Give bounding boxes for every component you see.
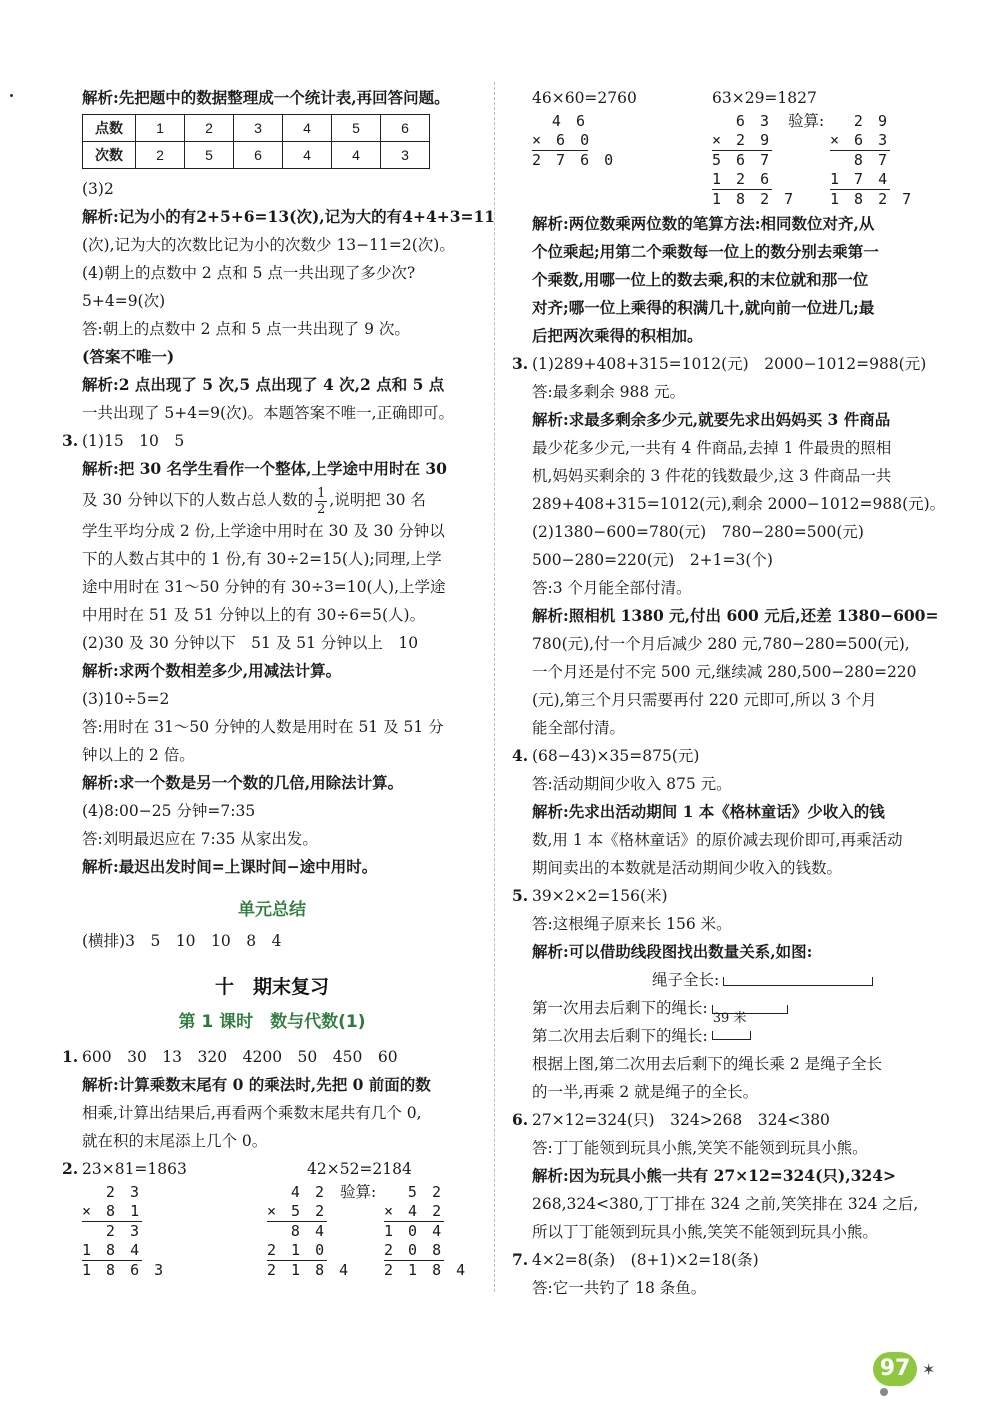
text-line: 根据上图,第二次用去后剩下的绳长乘 2 是绳子全长 [532, 1055, 883, 1073]
text-line: 钟以上的 2 倍。 [82, 746, 195, 764]
text-line: 一个月还是付不完 500 元,继续减 280,500−280=220 [532, 663, 917, 681]
calc-row: × 6 3 [830, 131, 891, 149]
unit-summary-heading: 单元总结 [238, 900, 306, 920]
analysis-line: 解析:因为玩具小熊一共有 27×12=324(只),324> [532, 1166, 896, 1185]
vertical-calc [830, 112, 915, 209]
question-number: 3. [62, 431, 79, 450]
rope-second-remaining-segment [712, 1010, 751, 1040]
text-line: (横排)3 5 10 10 8 4 [82, 932, 282, 950]
table-cell: 3 [234, 115, 283, 142]
text-line: (4)8:00−25 分钟=7:35 [82, 802, 256, 820]
text-line: 相乘,计算出结果后,再看两个乘数末尾共有几个 0, [82, 1104, 422, 1122]
text-line: 答:用时在 31～50 分钟的人数是用时在 51 及 51 分 [82, 718, 444, 736]
text-line: 个位乘起;用第二个乘数每一位上的数分别去乘第一 [532, 242, 879, 261]
text-line: (次),记为大的次数比记为小的次数少 13−11=2(次)。 [82, 236, 455, 254]
vertical-calc [82, 1183, 167, 1280]
text-segment: 及 30 分钟以下的人数占总人数的 [82, 491, 314, 509]
calc-row: × 6 0 [532, 131, 593, 149]
table-row [83, 115, 430, 142]
text-line [62, 483, 482, 517]
analysis-line: 解析:求最多剩余多少元,就要先求出妈妈买 3 件商品 [532, 410, 891, 429]
calc-row: 2 9 [853, 112, 890, 130]
text-line [512, 84, 924, 112]
calc-row: 1 8 2 7 [830, 190, 915, 208]
analysis-line: 解析:最迟出发时间=上课时间−途中用时。 [82, 857, 378, 876]
column-divider [494, 82, 495, 1292]
calc-row: 2 1 8 4 [267, 1261, 352, 1279]
question-number: 3. [512, 354, 529, 373]
text-line: 答:丁丁能领到玩具小熊,笑笑不能领到玩具小熊。 [532, 1139, 868, 1157]
table-cell: 2 [185, 115, 234, 142]
fraction-denominator: 2 [317, 501, 326, 517]
text-line: (3)10÷5=2 [82, 690, 170, 708]
text-line: 42×52=2184 [307, 1160, 412, 1178]
segment-label: 绳子全长: [652, 971, 720, 989]
calc-row: 1 8 4 [82, 1241, 143, 1259]
calc-row: 2 0 8 [384, 1241, 445, 1259]
text-line: 的一半,再乘 2 就是绳子的全长。 [532, 1083, 759, 1101]
text-line: 答:活动期间少收入 875 元。 [532, 775, 732, 793]
analysis-line: 解析:求两个数相差多少,用减法计算。 [82, 661, 342, 680]
analysis-line: 解析:可以借助线段图找出数量关系,如图: [532, 942, 813, 961]
calc-row: × 4 2 [384, 1202, 445, 1220]
text-line: 所以丁丁能领到玩具小熊,笑笑不能领到玩具小熊。 [532, 1223, 878, 1241]
table-cell: 5 [185, 142, 234, 169]
analysis-line: 解析:2 点出现了 5 次,5 点出现了 4 次,2 点和 5 点 [82, 375, 445, 394]
vertical-calc [384, 1183, 469, 1280]
analysis-line: 解析:求一个数是另一个数的几倍,用除法计算。 [82, 773, 404, 792]
answer-line: (3)2 [82, 180, 114, 198]
text-line: (4)朝上的点数中 2 点和 5 点一共出现了多少次? [82, 264, 416, 282]
text-line: (2)30 及 30 分钟以下 51 及 51 分钟以上 10 [82, 634, 419, 652]
star-icon: ✶ [922, 1360, 936, 1379]
calc-row: 2 3 [105, 1183, 142, 1201]
question-number: 2. [62, 1159, 79, 1178]
text-line: (元),第三个月只需要再付 220 元即可,所以 3 个月 [532, 691, 877, 709]
dot-icon [880, 1388, 888, 1396]
segment-value: 39 米 [712, 1010, 747, 1026]
text-line: 27×12=324(只) 324>268 324<380 [532, 1111, 830, 1129]
text-segment: 63×29=1827 [712, 89, 817, 107]
text-line: 5+4=9(次) [82, 292, 166, 310]
text-line: 23×81=1863 [82, 1160, 187, 1178]
analysis-line: 解析:计算乘数末尾有 0 的乘法时,先把 0 前面的数 [82, 1075, 431, 1094]
calc-row: × 8 1 [82, 1202, 143, 1220]
text-line: 中用时在 51 及 51 分钟以上的有 30÷6=5(人)。 [82, 606, 426, 624]
text-line: 4×2=8(条) (8+1)×2=18(条) [532, 1251, 759, 1269]
table-cell: 2 [136, 142, 185, 169]
analysis-line: 解析:照相机 1380 元,付出 600 元后,还差 1380−600= [532, 606, 939, 625]
text-line: 下的人数占其中的 1 份,有 30÷2=15(人);同理,上学 [82, 550, 442, 568]
calc-row: 5 6 7 [712, 151, 773, 169]
check-label: 验算: [788, 112, 825, 130]
check-label: 验算: [340, 1183, 377, 1201]
analysis-line: 解析:两位数乘两位数的笔算方法:相同数位对齐,从 [532, 214, 875, 233]
text-line: 就在积的末尾添上几个 0。 [82, 1132, 268, 1150]
table-cell: 次数 [83, 142, 136, 169]
text-line: 能全部付清。 [532, 719, 626, 737]
question-number: 1. [62, 1047, 79, 1066]
fraction-numerator: 1 [317, 485, 326, 501]
table-row [83, 142, 430, 169]
corner-mark [10, 94, 13, 97]
text-line: (1)15 10 5 [82, 432, 185, 450]
calc-row: 4 2 [290, 1183, 327, 1201]
lesson-title: 第 1 课时 数与代数(1) [178, 1012, 366, 1032]
segment-diagram-row [512, 966, 924, 994]
text-line: (1)289+408+315=1012(元) 2000−1012=988(元) [532, 355, 927, 373]
calc-row: 1 7 4 [830, 170, 891, 188]
text-line: 答:最多剩余 988 元。 [532, 383, 686, 401]
text-line: 答:它一共钓了 18 条鱼。 [532, 1279, 707, 1297]
calc-row: 2 1 8 4 [384, 1261, 469, 1279]
text-line: 289+408+315=1012(元),剩余 2000−1012=988(元)。 [532, 495, 946, 513]
text-line: 答:朝上的点数中 2 点和 5 点一共出现了 9 次。 [82, 320, 410, 338]
table-cell: 4 [332, 142, 381, 169]
text-line: 600 30 13 320 4200 50 450 60 [82, 1048, 398, 1066]
text-line: 对齐;哪一位上乘得的积满几十,就向前一位进几;最 [532, 298, 875, 317]
segment-diagram-row [512, 1010, 924, 1050]
table-cell: 5 [332, 115, 381, 142]
left-column [62, 84, 496, 1283]
text-line: 数,用 1 本《格林童话》的原价减去现价即可,再乘活动 [532, 831, 903, 849]
table-cell: 1 [136, 115, 185, 142]
text-line: 答:刘明最迟应在 7:35 从家出发。 [82, 830, 318, 848]
rope-full-segment [723, 977, 873, 986]
text-line: 个乘数,用哪一位上的数去乘,积的末位就和那一位 [532, 270, 869, 289]
text-line: 268,324<380,丁丁排在 324 之前,笑笑排在 324 之后, [532, 1195, 919, 1213]
fraction [315, 486, 327, 517]
analysis-line: 解析:把 30 名学生看作一个整体,上学途中用时在 30 [82, 459, 447, 478]
calc-row: 1 8 6 3 [82, 1261, 167, 1279]
vertical-calculations [512, 112, 924, 210]
text-line: 途中用时在 31～50 分钟的有 30÷3=10(人),上学途 [82, 578, 446, 596]
stat-table [82, 114, 430, 169]
analysis-line: 解析:先求出活动期间 1 本《格林童话》少收入的钱 [532, 802, 885, 821]
text-line: 学生平均分成 2 份,上学途中用时在 30 及 30 分钟以 [82, 522, 445, 540]
question-number: 7. [512, 1250, 529, 1269]
calc-row: × 5 2 [267, 1202, 328, 1220]
vertical-calc [712, 112, 797, 209]
segment-label: 第一次用去后剩下的绳长: [532, 999, 708, 1017]
text-line: 最少花多少元,一共有 4 件商品,去掉 1 件最贵的照相 [532, 439, 892, 457]
analysis-line: 解析:记为小的有2+5+6=13(次),记为大的有4+4+3=11 [82, 207, 496, 226]
calc-row: 8 7 [853, 151, 890, 169]
table-cell: 3 [381, 142, 430, 169]
table-cell: 点数 [83, 115, 136, 142]
text-line: 一共出现了 5+4=9(次)。本题答案不唯一,正确即可。 [82, 404, 455, 422]
chapter-title: 十 期末复习 [214, 976, 329, 998]
calc-row: 1 8 2 7 [712, 190, 797, 208]
calc-row: 1 2 6 [712, 170, 773, 188]
text-line: (2)1380−600=780(元) 780−280=500(元) [532, 523, 864, 541]
page-number-badge: 97 [873, 1352, 917, 1386]
calc-row: 2 1 0 [267, 1241, 328, 1259]
table-cell: 6 [234, 142, 283, 169]
calc-row: 2 7 6 0 [532, 151, 617, 169]
calc-row: 5 2 [407, 1183, 444, 1201]
question-number: 5. [512, 886, 529, 905]
text-line: 500−280=220(元) 2+1=3(个) [532, 551, 773, 569]
text-segment: 46×60=2760 [532, 89, 637, 107]
calc-row: × 2 9 [712, 131, 773, 149]
text-segment: ,说明把 30 名 [329, 491, 426, 509]
text-line: 780(元),付一个月后减少 280 元,780−280=500(元), [532, 635, 910, 653]
calc-row: 6 3 [735, 112, 772, 130]
table-cell: 4 [283, 142, 332, 169]
calc-row: 2 3 [105, 1222, 142, 1240]
right-column [512, 84, 946, 1302]
vertical-calculations [62, 1183, 482, 1283]
text-line: 答:3 个月能全部付清。 [532, 579, 692, 597]
vertical-calc [267, 1183, 352, 1280]
text-line: 机,妈妈买剩余的 3 件花的钱数最少,这 3 件商品一共 [532, 467, 892, 485]
text-line: 期间卖出的本数就是活动期间少收入的钱数。 [532, 859, 843, 877]
text-line: 39×2×2=156(米) [532, 887, 668, 905]
calc-row: 1 0 4 [384, 1222, 445, 1240]
table-cell: 4 [283, 115, 332, 142]
table-cell: 6 [381, 115, 430, 142]
vertical-calc [532, 112, 617, 170]
analysis-line: 解析:先把题中的数据整理成一个统计表,再回答问题。 [82, 88, 450, 107]
calc-row: 4 6 [551, 112, 588, 130]
text-line: 答:这根绳子原来长 156 米。 [532, 915, 732, 933]
text-line: (答案不唯一) [82, 347, 175, 366]
question-number: 6. [512, 1110, 529, 1129]
text-line: (68−43)×35=875(元) [532, 747, 700, 765]
calc-row: 8 4 [290, 1222, 327, 1240]
question-number: 4. [512, 746, 529, 765]
text-line: 后把两次乘得的积相加。 [532, 326, 703, 345]
segment-label: 第二次用去后剩下的绳长: [532, 1027, 708, 1045]
